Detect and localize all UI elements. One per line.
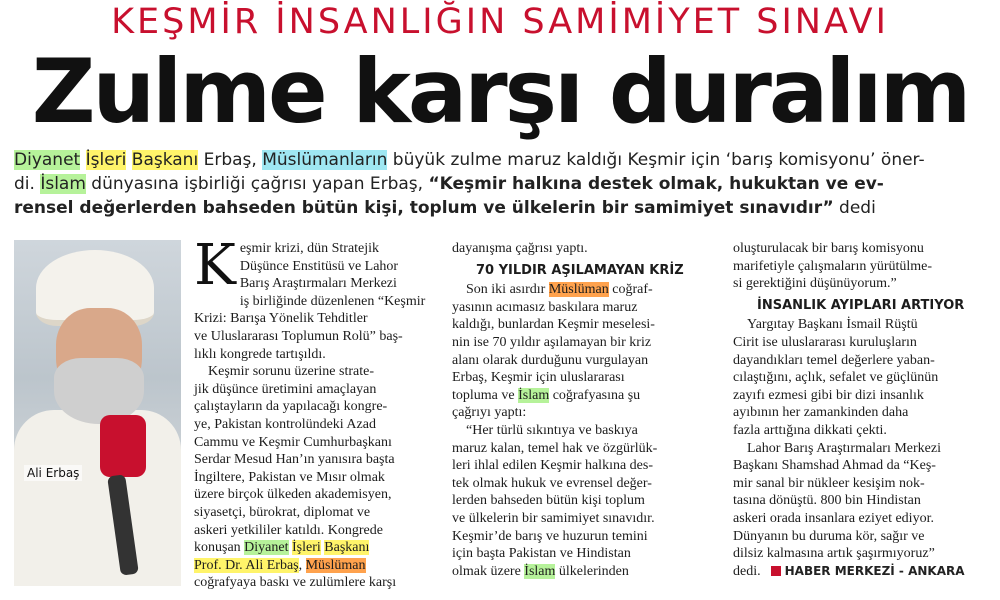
text-run: , — [298, 557, 306, 573]
spot-text-run: dünyasına işbirliği çağrısı yapan Erbaş, — [85, 174, 429, 194]
article-line: tek olmak hukuk ve evrensel değer- — [452, 475, 652, 491]
article-line: leri ihlal edilen Keşmir halkına des- — [452, 458, 653, 474]
spot-text-run: Erbaş, — [198, 150, 263, 170]
article-line: Keşmir’de barış ve huzurun temini — [452, 528, 648, 544]
article-line: alanı olarak durduğunu vurgulayan — [452, 352, 649, 368]
photo-robe — [14, 410, 181, 586]
drop-cap: K — [194, 233, 236, 298]
article-line: maruz kalan, temel hak ve özgürlük- — [452, 440, 658, 456]
article-line: kaldığı, bunlardan Keşmir meselesi- — [452, 317, 655, 333]
text-run: coğraf- — [608, 282, 653, 298]
spot-quote: “Keşmir halkına destek olmak, hukuktan ve ev- — [428, 174, 884, 194]
article-line: Barış Araştırmaları Merkezi — [239, 276, 397, 292]
highlight-diyanet: Diyanet — [14, 150, 81, 170]
article-line: Serdar Mesud Han’ın yanısıra başta — [194, 452, 395, 468]
article-column-1 — [194, 233, 440, 592]
article-line: Krizi: Barışa Yönelik Tehditler — [194, 311, 368, 327]
text-run: Son iki asırdır — [466, 282, 549, 298]
highlight-islam: İslam — [524, 563, 556, 579]
article-line: ye, Pakistan kontrolündeki Azad — [194, 416, 376, 432]
article-line-last — [733, 563, 988, 581]
text-run: topluma ve — [452, 387, 519, 403]
kicker-headline: KEŞMİR İNSANLIĞIN SAMİMİYET SINAVI — [111, 2, 889, 42]
article-line: Keşmir sorunu üzerine strate- — [208, 364, 374, 380]
article-line: yasının acımasız baskılara maruz — [452, 299, 638, 315]
article-line: Cirit ise uluslararası kuruluşların — [733, 334, 917, 350]
highlight-ali-erbas: Prof. Dr. Ali Erbaş — [194, 557, 299, 573]
article-line: askeri yetkililer katıldı. Kongrede — [194, 522, 383, 538]
section-subhead: 70 YILDIR AŞILAMAYAN KRİZ — [476, 262, 684, 278]
spot-text — [14, 148, 990, 220]
highlight-baskani: Başkanı — [131, 150, 199, 170]
spot-quote: rensel değerlerden bahseden bütün kişi, toplum ve ülkelerin bir samimiyet sınavıdır” — [14, 198, 834, 218]
article-line: lerden bahseden bütün kişi toplum — [452, 493, 645, 509]
highlight-islam: İslam — [518, 387, 550, 403]
article-line: “Her türlü sıkıntıya ve baskıya — [466, 422, 638, 438]
article-line: si gerektiğini düşünüyorum.” — [733, 276, 897, 292]
byline — [761, 564, 965, 578]
article-line: coğrafyaya baskı ve zulümlere karşı — [194, 575, 397, 591]
text-run: konuşan — [194, 540, 245, 556]
highlight-muslumanlarin: Müslümanların — [262, 150, 388, 170]
photo-caption: Ali Erbaş — [24, 465, 82, 481]
microphone-icon — [100, 415, 146, 477]
article-line: İngiltere, Pakistan ve Mısır olmak — [194, 469, 385, 485]
spot-text-run: dedi — [833, 198, 876, 218]
spot-line-2 — [14, 172, 990, 196]
article-line: nin ise 70 yıldır aşılamayan bir kriz — [452, 334, 652, 350]
article-line: Lahor Barış Araştırmaları Merkezi — [747, 440, 941, 456]
article-line: askeri orada insanlara eziyet ediyor. — [733, 510, 934, 526]
article-line: dayanışma çağrısı yaptı. — [452, 241, 588, 256]
text-run: ülkelerinden — [555, 563, 629, 579]
article-column-3 — [733, 240, 988, 580]
article-line: zayıfı ezmesi gibi bir dizi insanlık — [733, 387, 924, 403]
article-line: için başta Pakistan ve Hindistan — [452, 546, 631, 562]
article-line: Erbaş, Keşmir için uluslararası — [452, 370, 625, 386]
article-line: dayandıkları temel değerlere yaban- — [733, 352, 935, 368]
spot-text-run — [126, 150, 131, 170]
article-line: lıklı kongrede tartışıldı. — [194, 346, 326, 362]
article-line: Başkanı Shamshad Ahmad da “Keş- — [733, 458, 936, 474]
article-line: dilsiz kalmasına artık şaşırmıyoruz” — [733, 546, 935, 562]
highlight-isleri: İşleri — [292, 540, 321, 556]
article-line: siyasetçi, bürokrat, diplomat ve — [194, 504, 371, 520]
article-line: üzere birçok ülkeden akademisyen, — [194, 487, 392, 503]
article-line — [194, 539, 440, 557]
highlight-isleri: İşleri — [85, 150, 127, 170]
spot-line-1 — [14, 148, 990, 172]
text-run: dedi. — [733, 563, 761, 579]
article-line: ayıbının her zamankinden daha — [733, 405, 909, 421]
article-line: mir sanal bir nükleer kesişim nok- — [733, 475, 925, 491]
highlight-musluman: Müslüman — [548, 282, 609, 298]
article-line: Yargıtay Başkanı İsmail Rüştü — [747, 317, 918, 333]
article-line: eşmir krizi, dün Stratejik — [239, 241, 380, 256]
article-line: tasına dönüştü. 800 bin Hindistan — [733, 493, 921, 509]
spot-text-run: büyük zulme maruz kaldığı Keşmir için ‘barış komisyonu’ öner- — [387, 150, 925, 170]
article-line: jik düşünce üretimini amaçlayan — [194, 381, 377, 397]
article-line: ve ülkelerin bir samimiyet sınavıdır. — [452, 510, 655, 526]
article-line: Dünyanın bu duruma kör, sağır ve — [733, 528, 925, 544]
article-line: cılaştığını, açlık, sefalet ve güçlünün — [733, 370, 939, 386]
portrait-photo — [14, 240, 181, 586]
article-line — [452, 281, 720, 299]
section-subhead: İNSANLIK AYIPLARI ARTIYOR — [757, 297, 965, 313]
article-line — [194, 557, 440, 575]
article-line: oluşturulacak bir barış komisyonu — [733, 241, 924, 256]
spot-line-3 — [14, 196, 990, 220]
spot-text-run: di. — [14, 174, 41, 194]
article-line: iş birliğinde düzenlenen “Keşmir — [239, 293, 426, 309]
article-line: marifetiyle çalışmaların yürütülme- — [733, 258, 933, 274]
highlight-baskani: Başkanı — [324, 540, 370, 556]
article-line: Cammu ve Keşmir Cumhurbaşkanı — [194, 434, 392, 450]
text-run: coğrafyasına şu — [549, 387, 641, 403]
article-line — [452, 387, 720, 405]
red-square-icon — [771, 566, 781, 576]
article-line: çağrıyı yaptı: — [452, 405, 527, 421]
main-headline: Zulme karşı duralım — [31, 40, 969, 143]
text-run: olmak üzere — [452, 563, 525, 579]
highlight-musluman: Müslüman — [305, 557, 366, 573]
highlight-islam: İslam — [40, 174, 86, 194]
article-line: Düşünce Enstitüsü ve Lahor — [239, 258, 399, 274]
article-line: çalıştayların da yapılacağı kongre- — [194, 399, 388, 415]
byline-text: HABER MERKEZİ - ANKARA — [784, 563, 965, 578]
article-line — [452, 563, 720, 581]
article-line: fazla arttığına dikkati çekti. — [733, 422, 887, 438]
highlight-diyanet: Diyanet — [244, 540, 289, 556]
article-column-2 — [452, 240, 720, 580]
article-line: ve Uluslararası Toplumun Rolü” baş- — [194, 328, 403, 344]
spot-text-run — [80, 150, 85, 170]
